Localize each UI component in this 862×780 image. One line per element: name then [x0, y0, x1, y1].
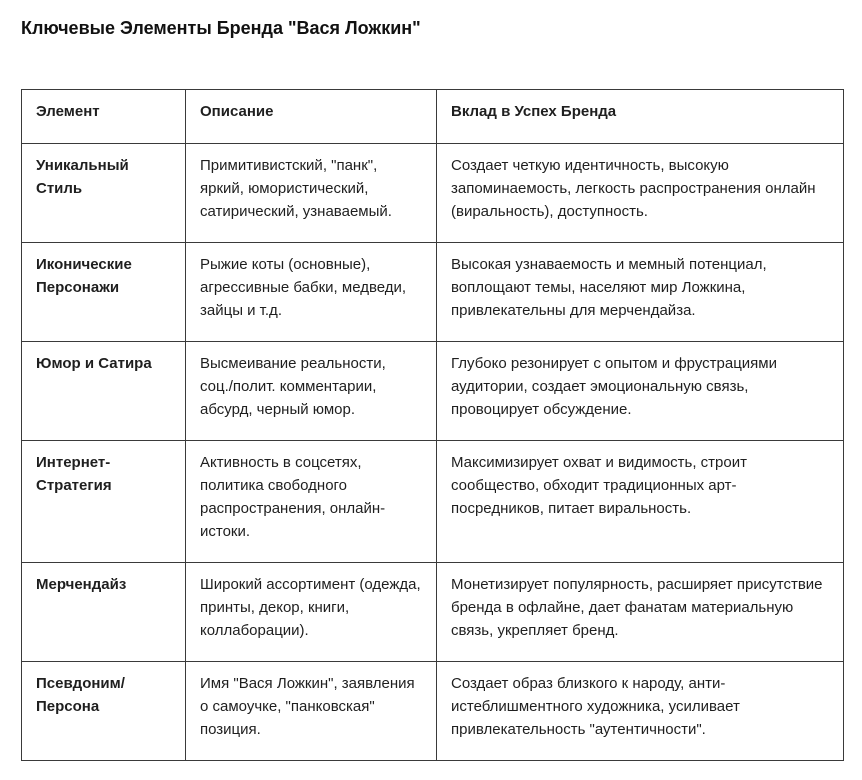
page-title: Ключевые Элементы Бренда "Вася Ложкин"	[21, 18, 421, 38]
element-cell: Иконические Персонажи	[22, 243, 186, 342]
table-row	[22, 662, 844, 761]
element-cell: Мерчендайз	[22, 563, 186, 662]
contribution-cell: Максимизирует охват и видимость, строит сообщество, обходит традиционных арт-посредников, питает виральность.	[437, 441, 844, 563]
description-cell: Активность в соцсетях, политика свободного распространения, онлайн-истоки.	[186, 441, 437, 563]
element-cell: Юмор и Сатира	[22, 342, 186, 441]
header-contribution: Вклад в Успех Бренда	[437, 90, 844, 144]
description-cell: Широкий ассортимент (одежда, принты, декор, книги, коллаборации).	[186, 563, 437, 662]
description-cell: Рыжие коты (основные), агрессивные бабки, медведи, зайцы и т.д.	[186, 243, 437, 342]
header-element: Элемент	[22, 90, 186, 144]
element-cell: Интернет-Стратегия	[22, 441, 186, 563]
table-header-row	[22, 90, 844, 144]
description-cell: Имя "Вася Ложкин", заявления о самоучке, "панковская" позиция.	[186, 662, 437, 761]
contribution-cell: Создает образ близкого к народу, анти-истеблишментного художника, усиливает привлекательность "аутентичности".	[437, 662, 844, 761]
contribution-cell: Высокая узнаваемость и мемный потенциал, воплощают темы, населяют мир Ложкина, привлекательны для мерчендайза.	[437, 243, 844, 342]
contribution-cell: Глубоко резонирует с опытом и фрустрациями аудитории, создает эмоциональную связь, провоцирует обсуждение.	[437, 342, 844, 441]
table-row	[22, 144, 844, 243]
table-row	[22, 441, 844, 563]
table-row	[22, 563, 844, 662]
element-cell: Псевдоним/Персона	[22, 662, 186, 761]
description-cell: Высмеивание реальности, соц./полит. комментарии, абсурд, черный юмор.	[186, 342, 437, 441]
brand-elements-table	[21, 89, 844, 761]
contribution-cell: Создает четкую идентичность, высокую запоминаемость, легкость распространения онлайн (виральность), доступность.	[437, 144, 844, 243]
contribution-cell: Монетизирует популярность, расширяет присутствие бренда в офлайне, дает фанатам материальную связь, укрепляет бренд.	[437, 563, 844, 662]
description-cell: Примитивистский, "панк", яркий, юмористический, сатирический, узнаваемый.	[186, 144, 437, 243]
header-description: Описание	[186, 90, 437, 144]
element-cell: Уникальный Стиль	[22, 144, 186, 243]
table-row	[22, 243, 844, 342]
table-row	[22, 342, 844, 441]
